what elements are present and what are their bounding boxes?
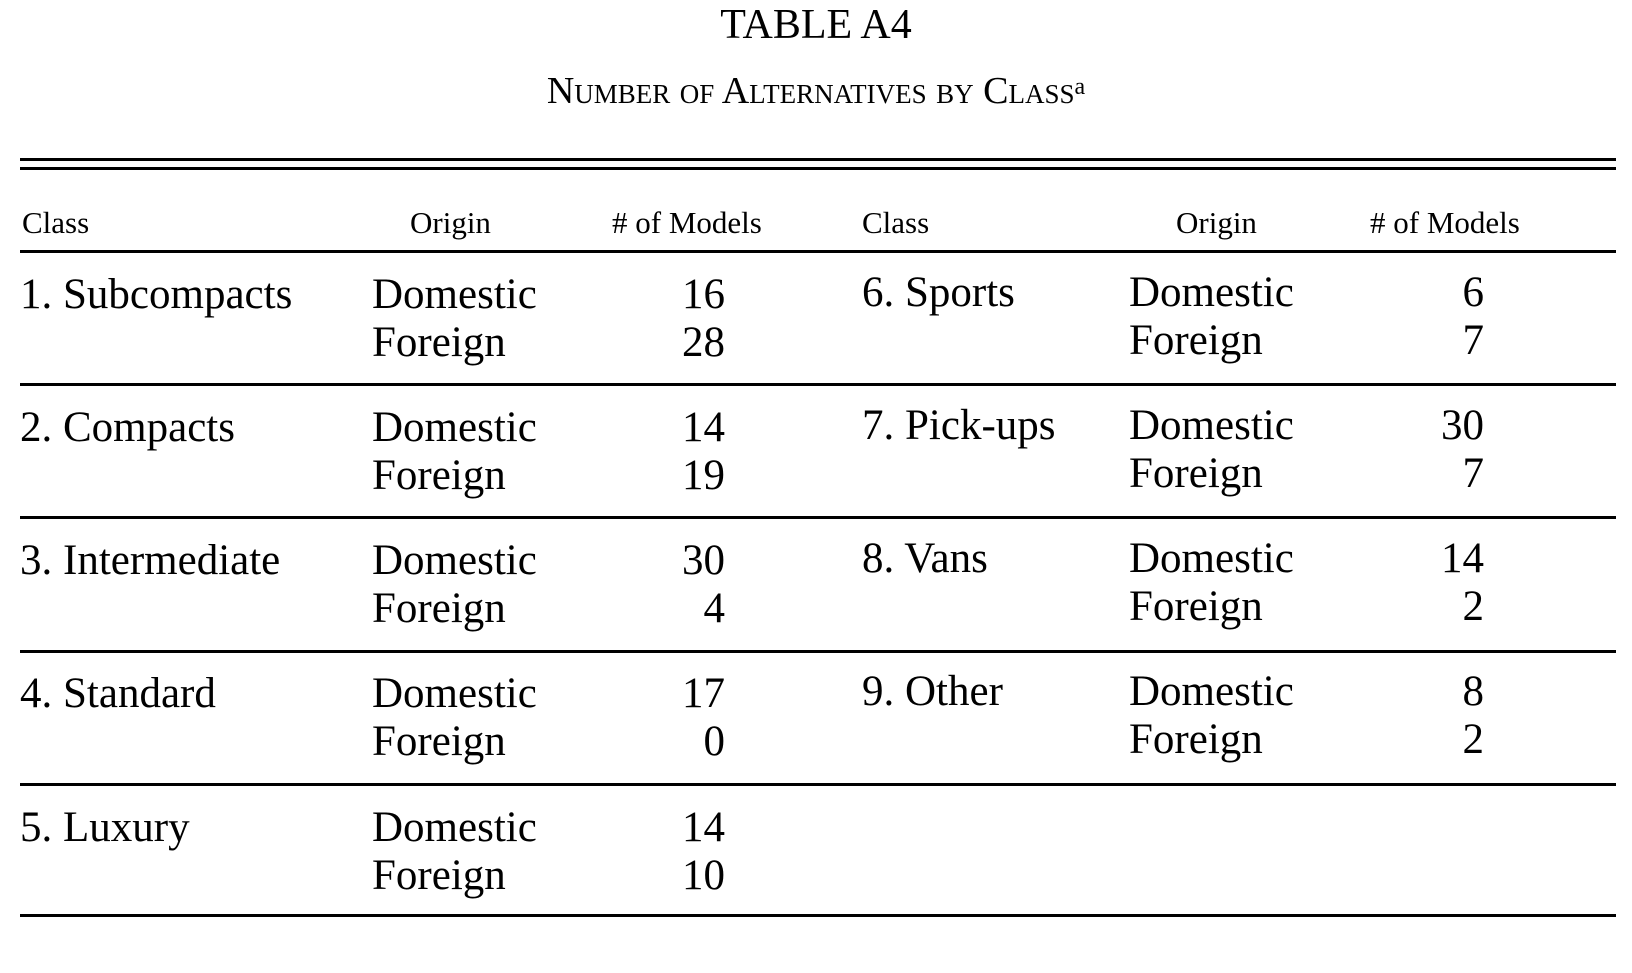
header-rule [20, 250, 1616, 253]
class-label: 3. Intermediate [20, 537, 281, 584]
model-count: 6 [1462, 269, 1484, 316]
bottom-rule [20, 914, 1616, 917]
origin-label: Domestic [372, 804, 537, 851]
table-title: TABLE A4 [720, 2, 912, 48]
model-count: 28 [682, 319, 725, 366]
class-label: 6. Sports [862, 269, 1015, 316]
header-models-left: # of Models [612, 205, 762, 240]
origin-label: Domestic [372, 404, 537, 451]
origin-label: Domestic [1129, 535, 1294, 582]
model-count: 4 [703, 585, 725, 632]
header-models-right: # of Models [1370, 205, 1520, 240]
header-origin-right: Origin [1176, 205, 1257, 240]
model-count: 10 [682, 852, 725, 899]
class-label: 4. Standard [20, 670, 216, 717]
origin-label: Foreign [372, 585, 506, 632]
class-label: 5. Luxury [20, 804, 190, 851]
group-rule [20, 516, 1616, 519]
model-count: 30 [1441, 402, 1484, 449]
top-double-rule-upper [20, 158, 1616, 161]
class-label: 1. Subcompacts [20, 271, 293, 318]
table-subtitle [0, 66, 1632, 116]
header-class-left: Class [22, 205, 90, 240]
origin-label: Foreign [1129, 450, 1263, 497]
origin-label: Foreign [372, 852, 506, 899]
group-rule [20, 383, 1616, 386]
origin-label: Domestic [372, 271, 537, 318]
subtitle-text: Number of Alternatives by Class [546, 70, 1075, 112]
origin-label: Foreign [1129, 716, 1263, 763]
origin-label: Domestic [372, 537, 537, 584]
origin-label: Foreign [372, 452, 506, 499]
origin-label: Domestic [1129, 668, 1294, 715]
model-count: 14 [682, 404, 725, 451]
group-rule [20, 783, 1616, 786]
origin-label: Foreign [1129, 317, 1263, 364]
model-count: 2 [1462, 583, 1484, 630]
model-count: 7 [1462, 450, 1484, 497]
subtitle-footnote-marker: a [1074, 74, 1086, 100]
class-label: 8. Vans [862, 535, 988, 582]
model-count: 14 [682, 804, 725, 851]
class-label: 9. Other [862, 668, 1003, 715]
model-count: 14 [1441, 535, 1484, 582]
model-count: 17 [682, 670, 725, 717]
origin-label: Foreign [372, 718, 506, 765]
class-label: 2. Compacts [20, 404, 235, 451]
model-count: 30 [682, 537, 725, 584]
top-double-rule-lower [20, 167, 1616, 170]
model-count: 2 [1462, 716, 1484, 763]
model-count: 7 [1462, 317, 1484, 364]
header-class-right: Class [862, 205, 930, 240]
origin-label: Foreign [1129, 583, 1263, 630]
model-count: 8 [1462, 668, 1484, 715]
model-count: 16 [682, 271, 725, 318]
model-count: 0 [703, 718, 725, 765]
origin-label: Domestic [1129, 269, 1294, 316]
model-count: 19 [682, 452, 725, 499]
group-rule [20, 650, 1616, 653]
class-label: 7. Pick-ups [862, 402, 1056, 449]
origin-label: Domestic [372, 670, 537, 717]
origin-label: Domestic [1129, 402, 1294, 449]
origin-label: Foreign [372, 319, 506, 366]
header-origin-left: Origin [410, 205, 491, 240]
